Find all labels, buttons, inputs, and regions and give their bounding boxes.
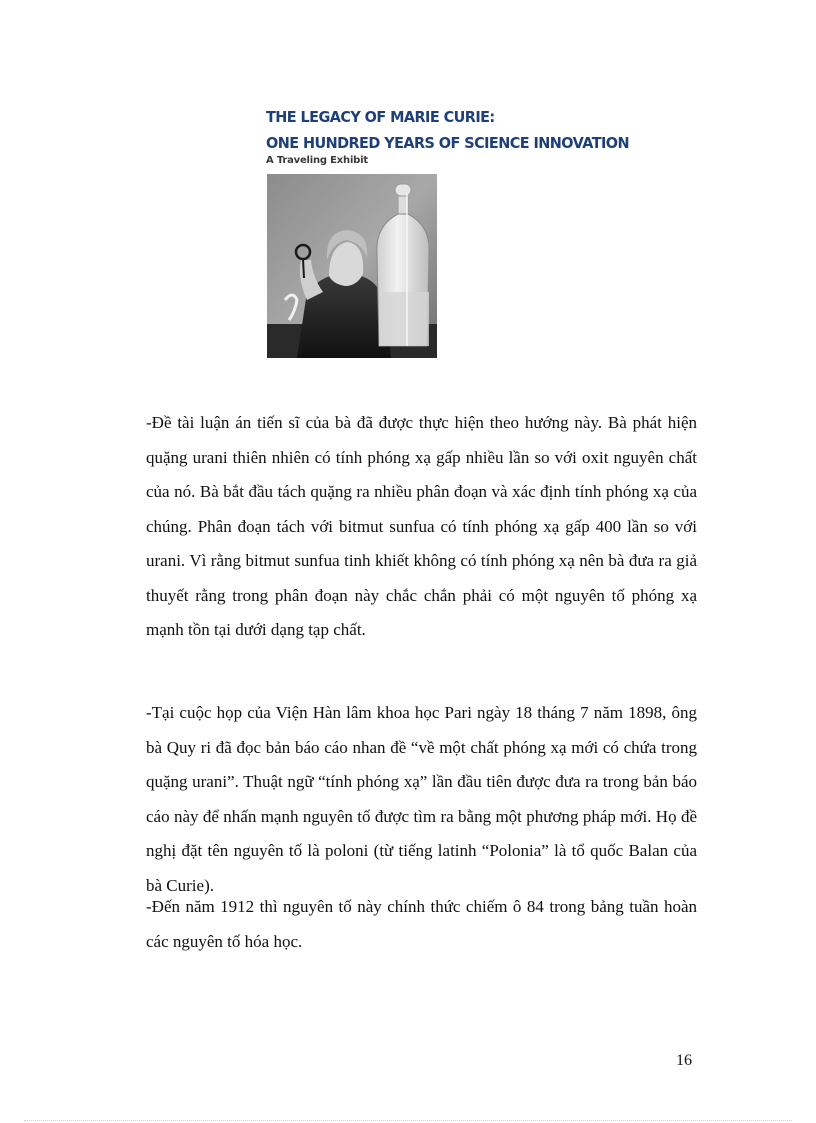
exhibit-figure <box>262 100 629 362</box>
paragraph-doctoral-research: -Đề tài luận án tiến sĩ của bà đã được thực hiện theo hướng này. Bà phát hiện quặng urani thiên nhiên có tính phóng xạ gấp nhiều lần so với oxit nguyên chất của nó. Bà bắt đầu tách quặng ra nhiều phân đoạn và xác định tính phóng xạ của chúng. Phân đoạn tách với bitmut sunfua có tính phóng xạ gấp 400 lần so với urani. Vì rằng bitmut sunfua tinh khiết không có tính phóng xạ nên bà đưa ra giả thuyết rằng trong phân đoạn này chắc chắn phải có một nguyên tố phóng xạ mạnh tồn tại dưới dạng tạp chất. <box>146 413 697 639</box>
figure-subtitle: A Traveling Exhibit <box>266 155 368 166</box>
page-bottom-divider <box>24 1120 792 1121</box>
figure-title-line-2: ONE HUNDRED YEARS OF SCIENCE INNOVATION <box>266 134 629 152</box>
figure-title-line-1: THE LEGACY OF MARIE CURIE: <box>266 108 495 126</box>
paragraph-periodic-table: -Đến năm 1912 thì nguyên tố này chính thức chiếm ô 84 trong bảng tuần hoàn các nguyên tố hóa học. <box>146 897 697 951</box>
marie-curie-laboratory-photo <box>267 174 437 358</box>
paragraph-polonium-discovery: -Tại cuộc họp của Viện Hàn lâm khoa học Pari ngày 18 tháng 7 năm 1898, ông bà Quy ri đã đọc bản báo cáo nhan đề “về một chất phóng xạ mới có chứa trong quặng urani”. Thuật ngữ “tính phóng xạ” lần đầu tiên được đưa ra trong bản báo cáo này để nhấn mạnh nguyên tố được tìm ra bằng một phương pháp mới. Họ đề nghị đặt tên nguyên tố là poloni (từ tiếng latinh “Polonia” là tổ quốc Balan của bà Curie). <box>146 703 697 895</box>
page-number: 16 <box>676 1052 692 1069</box>
